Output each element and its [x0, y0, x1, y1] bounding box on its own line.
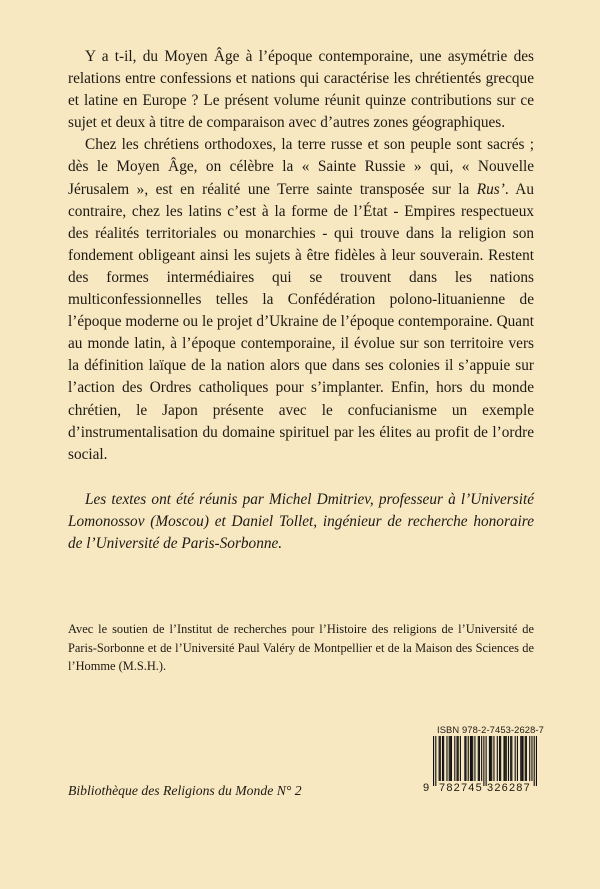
barcode-bar: [456, 736, 457, 781]
barcode-bar: [458, 736, 459, 781]
barcode-bars: [433, 736, 537, 786]
barcode-bar: [470, 736, 471, 781]
barcode-bar: [472, 736, 473, 781]
ean-right-digits: 326287: [487, 782, 531, 794]
barcode-bar: [446, 736, 447, 781]
barcode-bar: [486, 736, 487, 786]
barcode-bar: [439, 736, 440, 781]
back-cover-blurb: [68, 46, 534, 466]
barcode-bar: [435, 736, 436, 786]
barcode-bar: [525, 736, 526, 781]
ean-left-digits: 782745: [439, 782, 483, 794]
barcode-bar: [534, 736, 535, 786]
barcode-bar: [508, 736, 509, 781]
barcode-bar: [497, 736, 498, 781]
barcode-bar: [536, 736, 537, 786]
barcode-bar: [505, 736, 506, 781]
barcode-bar: [451, 736, 452, 781]
barcode-bar: [499, 736, 500, 781]
barcode-bar: [510, 736, 511, 781]
barcode-bar: [493, 736, 494, 781]
barcode-bar: [442, 736, 443, 781]
barcode-bar: [511, 736, 512, 781]
barcode-bar: [529, 736, 530, 781]
barcode-bar: [460, 736, 461, 781]
barcode-bar: [526, 736, 527, 781]
barcode-bar: [474, 736, 475, 781]
barcode-bar: [522, 736, 523, 781]
editors-credit: Les textes ont été réunis par Michel Dmitriev, professeur à l’Université Lomonossov (Moscou) et Daniel Tollet, ingénieur de recherche honoraire de l’Université de Paris-Sorbonne.: [68, 491, 534, 553]
barcode-bar: [520, 736, 521, 781]
blurb-p2-part-1: Chez les chrétiens orthodoxes, la terre russe et son peuple sont sacrés ; dès le Moyen Âge, on célèbre la « Sainte Russie » qui, « Nouvelle Jérusalem », est en réalité une Terre sainte transposée sur la: [68, 136, 534, 198]
blurb-paragraph-1: Y a t-il, du Moyen Âge à l’époque contemporaine, une asymétrie des relations entre confessions et nations qui caractérise les chrétientés grecque et latine en Europe ? Le présent volume réunit quinze contributions sur ce sujet et deux à titre de comparaison avec d’autres zones géographiques.: [68, 48, 534, 132]
barcode-bar: [433, 736, 434, 786]
barcode-bar: [468, 736, 469, 781]
barcode-bar: [440, 736, 441, 781]
blurb-p2-part-2: . Au contraire, chez les latins c’est à la forme de l’État - Empires respectueux des réalités territoriales ou monarchies - qui trouve dans la religion son fondement obligeant ainsi les sujets à être fidèles à leur souverain. Restent des formes intermédiaires qui se trouvent dans les nations multiconfessionnelles telles la Confédération polono-lituanienne de l’époque moderne ou le projet d’Ukraine de l’époque contemporaine. Quant au monde latin, à l’époque contemporaine, il évolue sur son territoire vers la définition laïque de la nation alors que dans ses colonies il s’appuie sur l’action des Ordres catholiques pour s’implanter. Enfin, hors du monde chrétien, le Japon présente avec le confucianisme un exemple d’instrumentalisation du domaine spirituel par les élites au profit de l’ordre social.: [68, 180, 535, 463]
barcode-bar: [489, 736, 490, 781]
series-title: Bibliothèque des Religions du Monde N° 2: [68, 783, 302, 798]
barcode-bar: [500, 736, 501, 781]
barcode-bar: [517, 736, 518, 781]
barcode-bar: [450, 736, 451, 781]
barcode-bar: [491, 736, 492, 781]
barcode-bar: [465, 736, 466, 781]
barcode-bar: [506, 736, 507, 781]
barcode-bar: [479, 736, 480, 781]
barcode-bar: [464, 736, 465, 781]
barcode-bar: [449, 736, 450, 781]
barcode-bar: [503, 736, 504, 781]
barcode-bar: [481, 736, 482, 781]
barcode-bar: [443, 736, 444, 781]
barcode-bar: [521, 736, 522, 781]
barcode-bar: [490, 736, 491, 781]
support-acknowledgement: Avec le soutien de l’Institut de recherches pour l’Histoire des religions de l’Université de Paris-Sorbonne et de l’Université Paul Valéry de Montpellier et de la Maison des Sciences de l’Homme (M.S.H.).: [68, 622, 534, 674]
barcode-bar: [515, 736, 516, 781]
ean-first-digit: 9: [423, 782, 430, 794]
barcode: [423, 724, 544, 798]
blurb-paragraph-2: [68, 134, 534, 465]
barcode-bar: [531, 736, 532, 781]
blurb-p2-rus: Rus’: [476, 180, 505, 198]
barcode-bar: [483, 736, 484, 786]
barcode-bar: [471, 736, 472, 781]
isbn-label: ISBN 978-2-7453-2628-7: [437, 724, 544, 735]
barcode-bar: [478, 736, 479, 781]
barcode-bar: [454, 736, 455, 781]
